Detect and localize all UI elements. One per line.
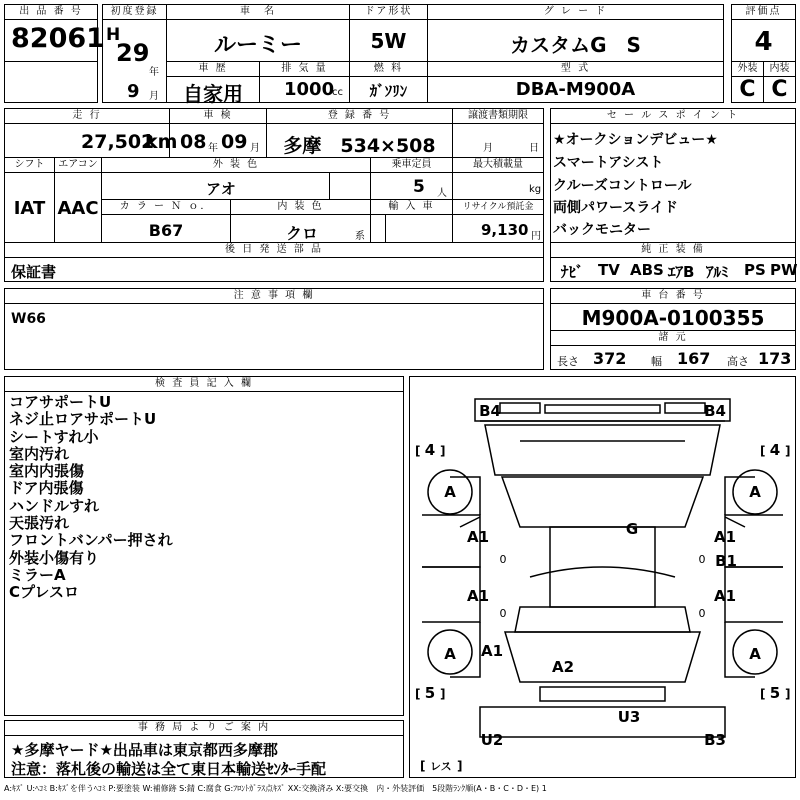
inspector-line: ミラーA: [9, 565, 66, 584]
divider: [385, 214, 386, 244]
damage-mark: B4: [704, 402, 726, 420]
lot-number-cell: [4, 4, 105, 62]
zero-mark: 0: [698, 553, 706, 566]
rear-bumper-outline: [540, 687, 665, 701]
model-code-cell: [427, 61, 724, 103]
ext-color-label: 外 装 色: [102, 158, 370, 173]
later-parts-cell: [4, 242, 544, 282]
sales-point-5: バックモニター: [553, 222, 651, 238]
sales-point-1: ★オークションデビュー★: [553, 132, 718, 148]
inspector-line: 天張汚れ: [9, 514, 70, 533]
notes-label: 注 意 事 項 欄: [5, 289, 543, 304]
rear-panel-outline: [480, 707, 725, 737]
bracket: ]: [440, 687, 446, 701]
import-label: 輸 入 車: [371, 200, 452, 215]
damage-mark: A1: [466, 587, 490, 605]
color-no-cell: [101, 199, 231, 243]
chassis-cell: [550, 288, 796, 331]
displacement-label: 排 気 量: [260, 62, 349, 77]
headlight-left: [500, 403, 540, 413]
hood-outline: [485, 425, 720, 475]
int-color-unit: 系: [355, 231, 365, 242]
color-no: B67: [148, 221, 184, 240]
door-label: ドア形状: [350, 5, 427, 20]
history-cell: [166, 61, 260, 106]
sales-points-cell: [550, 108, 796, 243]
plate-label: 登 録 番 号: [267, 109, 452, 124]
damage-mark: A1: [480, 642, 504, 660]
int-color-cell: [230, 199, 371, 243]
mileage-label: 走 行: [5, 109, 169, 124]
exterior-label: 外装: [732, 62, 763, 77]
score-label: 評価点: [732, 5, 795, 20]
seat-line: [530, 567, 675, 577]
inspection-month: 09: [221, 131, 248, 153]
score: 4: [754, 27, 773, 57]
bracket: [: [415, 444, 421, 458]
interior-grade: C: [771, 77, 788, 102]
damage-mark: U2: [480, 731, 504, 749]
ac-cell: [54, 157, 102, 243]
width-label: 幅: [651, 355, 662, 368]
damage-mark: A1: [466, 528, 490, 546]
shift: IAT: [13, 198, 46, 219]
damage-mark: G: [625, 520, 639, 538]
first-reg-year-unit: 年: [149, 67, 159, 78]
office-line: ★多摩ヤード★出品車は東京都西多摩郡: [11, 741, 278, 759]
inspection-label: 車 検: [170, 109, 266, 124]
door-type: 5W: [370, 29, 407, 53]
inspection-year-unit: 年: [208, 143, 218, 154]
car-diagram: [410, 377, 795, 777]
damage-mark: 5: [769, 684, 781, 702]
headlight-right: [665, 403, 705, 413]
office-label: 事 務 局 よ り ご 案 内: [5, 721, 403, 736]
height-value: 173: [758, 349, 792, 368]
equipment-item: TV: [598, 261, 620, 279]
damage-mark: 4: [424, 441, 436, 459]
first-reg-label: 初度登録: [103, 5, 166, 20]
bracket: ]: [440, 444, 446, 458]
inspector-line: ネジ止ロアサポートU: [9, 410, 157, 429]
inspector-line: フロントバンパー押され: [9, 531, 173, 550]
first-reg-era: H: [106, 25, 121, 45]
first-reg-cell: [102, 4, 167, 103]
plate-number: 多摩 534×508: [283, 135, 436, 157]
damage-mark: A: [444, 645, 456, 663]
zero-mark: 0: [499, 553, 507, 566]
grille: [545, 405, 660, 413]
equipment-item: PW: [770, 261, 798, 279]
load-cell: [452, 157, 544, 200]
office-cell: [4, 720, 404, 778]
interior-label: 内装: [764, 62, 795, 77]
interior-cell: [763, 61, 796, 103]
mileage-cell: [4, 108, 178, 158]
car-name-label: 車 名: [167, 5, 349, 20]
inspector-line: Cプレスロ: [9, 583, 79, 602]
equipment-label: 純 正 装 備: [551, 243, 795, 258]
lot-number-blank: [4, 61, 98, 103]
less-bracket: ]: [457, 759, 463, 773]
length-value: 372: [593, 349, 627, 368]
zero-mark: 0: [499, 607, 507, 620]
transfer-label: 譲渡書類期限: [453, 109, 543, 124]
width-value: 167: [677, 349, 711, 368]
inspector-line: シートすれ小: [9, 427, 99, 446]
fuel-cell: [349, 61, 428, 103]
exterior-grade: C: [739, 77, 756, 102]
inspector-line: 外装小傷有り: [9, 548, 100, 567]
bracket: [: [760, 687, 766, 701]
damage-mark: U3: [617, 708, 641, 726]
less-label: レス: [430, 760, 452, 773]
ext-color: アオ: [206, 180, 236, 198]
load-unit: kg: [529, 184, 542, 195]
equipment-item: ﾅﾋﾞ: [561, 263, 584, 281]
windshield-outline: [502, 477, 703, 527]
damage-mark: A1: [713, 587, 737, 605]
inspector-label: 検 査 員 記 入 欄: [5, 377, 403, 392]
less-bracket: [: [420, 759, 426, 773]
zero-mark: 0: [698, 607, 706, 620]
transfer-cell: [452, 108, 544, 158]
damage-mark: A1: [713, 528, 737, 546]
grade-cell: [427, 4, 724, 62]
inspector-line: 室内内張傷: [9, 462, 85, 481]
transfer-day-unit: 日: [529, 143, 539, 154]
bracket: ]: [785, 444, 791, 458]
legend: A:ｷｽﾞ U:ﾍｺﾐ B:ｷｽﾞを伴うﾍｺﾐ P:要塗装 W:補修跡 S:錆 C:腐食 G:ﾌﾛﾝﾄｶﾞﾗｽ点ｷｽﾞ XX:交換済み X:要交換 内・外装評価 5段階ﾗﾝｸ順(A・B・C・D・E) 1: [4, 784, 547, 793]
damage-mark: A: [749, 645, 761, 663]
rear-window-outline: [515, 607, 690, 632]
inspector-line: ドア内張傷: [9, 479, 84, 498]
grade-label: グ レ ー ド: [428, 5, 723, 20]
color-no-label: カ ラ ー Ｎ ｏ．: [102, 200, 230, 215]
model-code-label: 型 式: [428, 62, 723, 77]
divider: [329, 172, 330, 201]
inspection-year: 08: [180, 131, 207, 153]
grade: カスタムG S: [510, 33, 641, 57]
equipment-item: PS: [744, 261, 766, 279]
lot-number: 82061: [11, 23, 105, 54]
exterior-cell: [731, 61, 764, 103]
capacity: 5: [413, 177, 425, 197]
chassis-number: M900A-0100355: [581, 306, 765, 330]
shift-cell: [4, 157, 55, 243]
sales-point-3: クルーズコントロール: [553, 178, 692, 194]
sales-point-2: スマートアシスト: [553, 155, 664, 171]
shift-label: シフト: [5, 158, 54, 173]
fuel-label: 燃 料: [350, 62, 427, 77]
capacity-unit: 人: [437, 188, 447, 199]
first-reg-year: 29: [116, 39, 150, 67]
dims-cell: [550, 330, 796, 370]
ac: AAC: [57, 198, 99, 219]
displacement: 1000: [284, 79, 335, 100]
transfer-month-unit: 月: [483, 143, 493, 154]
fuel: ｶﾞｿﾘﾝ: [369, 82, 408, 100]
bracket: [: [760, 444, 766, 458]
ext-color-cell: [101, 157, 371, 200]
height-label: 高さ: [727, 355, 749, 368]
damage-mark: A: [444, 483, 456, 501]
office-line: 注意：落札後の輸送は全て東日本輸送ｾﾝﾀｰ手配: [11, 760, 327, 778]
damage-mark: 4: [769, 441, 781, 459]
displacement-cell: [259, 61, 350, 103]
inspector-line: コアサポートU: [9, 393, 112, 411]
score-cell: [731, 4, 796, 62]
capacity-label: 乗車定員: [371, 158, 452, 173]
car-diagram-cell: [409, 376, 796, 778]
plate-cell: [266, 108, 453, 158]
car-name-cell: [166, 4, 350, 62]
inspector-cell: [4, 376, 404, 716]
equipment-item: ABS: [630, 261, 664, 279]
inspection-cell: [169, 108, 267, 158]
lot-number-label: 出 品 番 号: [5, 5, 97, 20]
damage-mark: B1: [715, 552, 737, 570]
notes-cell: [4, 288, 544, 370]
later-parts-label: 後 日 発 送 部 品: [5, 243, 543, 258]
equipment-item: ｱﾙﾐ: [706, 263, 729, 281]
chassis-label: 車 台 番 号: [551, 289, 795, 304]
load-label: 最大積載量: [453, 158, 543, 173]
history-label: 車 歴: [167, 62, 259, 77]
recycle-label: リサイクル預託金: [453, 200, 543, 215]
damage-mark: B3: [704, 731, 726, 749]
mirror-left: [460, 517, 480, 527]
car-name: ルーミー: [213, 33, 302, 58]
damage-mark: A: [749, 483, 761, 501]
length-label: 長さ: [557, 355, 579, 368]
mirror-right: [725, 517, 745, 527]
door-cell: [349, 4, 428, 62]
model-code: DBA-M900A: [515, 79, 636, 100]
bracket: [: [415, 687, 421, 701]
recycle-unit: 円: [531, 231, 541, 242]
inspection-month-unit: 月: [250, 143, 260, 154]
mileage-unit: km: [145, 131, 178, 153]
dims-label: 諸 元: [551, 331, 795, 346]
damage-mark: B4: [479, 402, 501, 420]
import-cell: [370, 199, 453, 243]
inspector-line: ハンドルすれ: [9, 496, 100, 515]
sales-point-4: 両側パワースライド: [553, 200, 678, 216]
bracket: ]: [785, 687, 791, 701]
sales-points-label: セ ー ル ス ポ イ ン ト: [551, 109, 795, 124]
int-color-label: 内 装 色: [231, 200, 370, 215]
history: 自家用: [183, 82, 243, 106]
damage-mark: A2: [551, 658, 575, 676]
damage-mark: 5: [424, 684, 436, 702]
displacement-unit: cc: [332, 87, 343, 98]
recycle-amount: 9,130: [481, 221, 529, 239]
first-reg-month-unit: 月: [149, 91, 159, 102]
equipment-item: ｴｱB: [668, 263, 695, 281]
mileage: 27,502: [81, 131, 155, 153]
rear-body-outline: [505, 632, 700, 682]
int-color: クロ: [286, 224, 319, 243]
first-reg-month: 9: [127, 81, 140, 102]
ac-label: エアコン: [55, 158, 101, 173]
notes-text: W66: [11, 311, 46, 327]
capacity-cell: [370, 157, 453, 200]
inspector-line: 室内汚れ: [9, 444, 70, 463]
equipment-cell: [550, 242, 796, 282]
recycle-cell: [452, 199, 544, 243]
later-parts: 保証書: [11, 263, 57, 281]
